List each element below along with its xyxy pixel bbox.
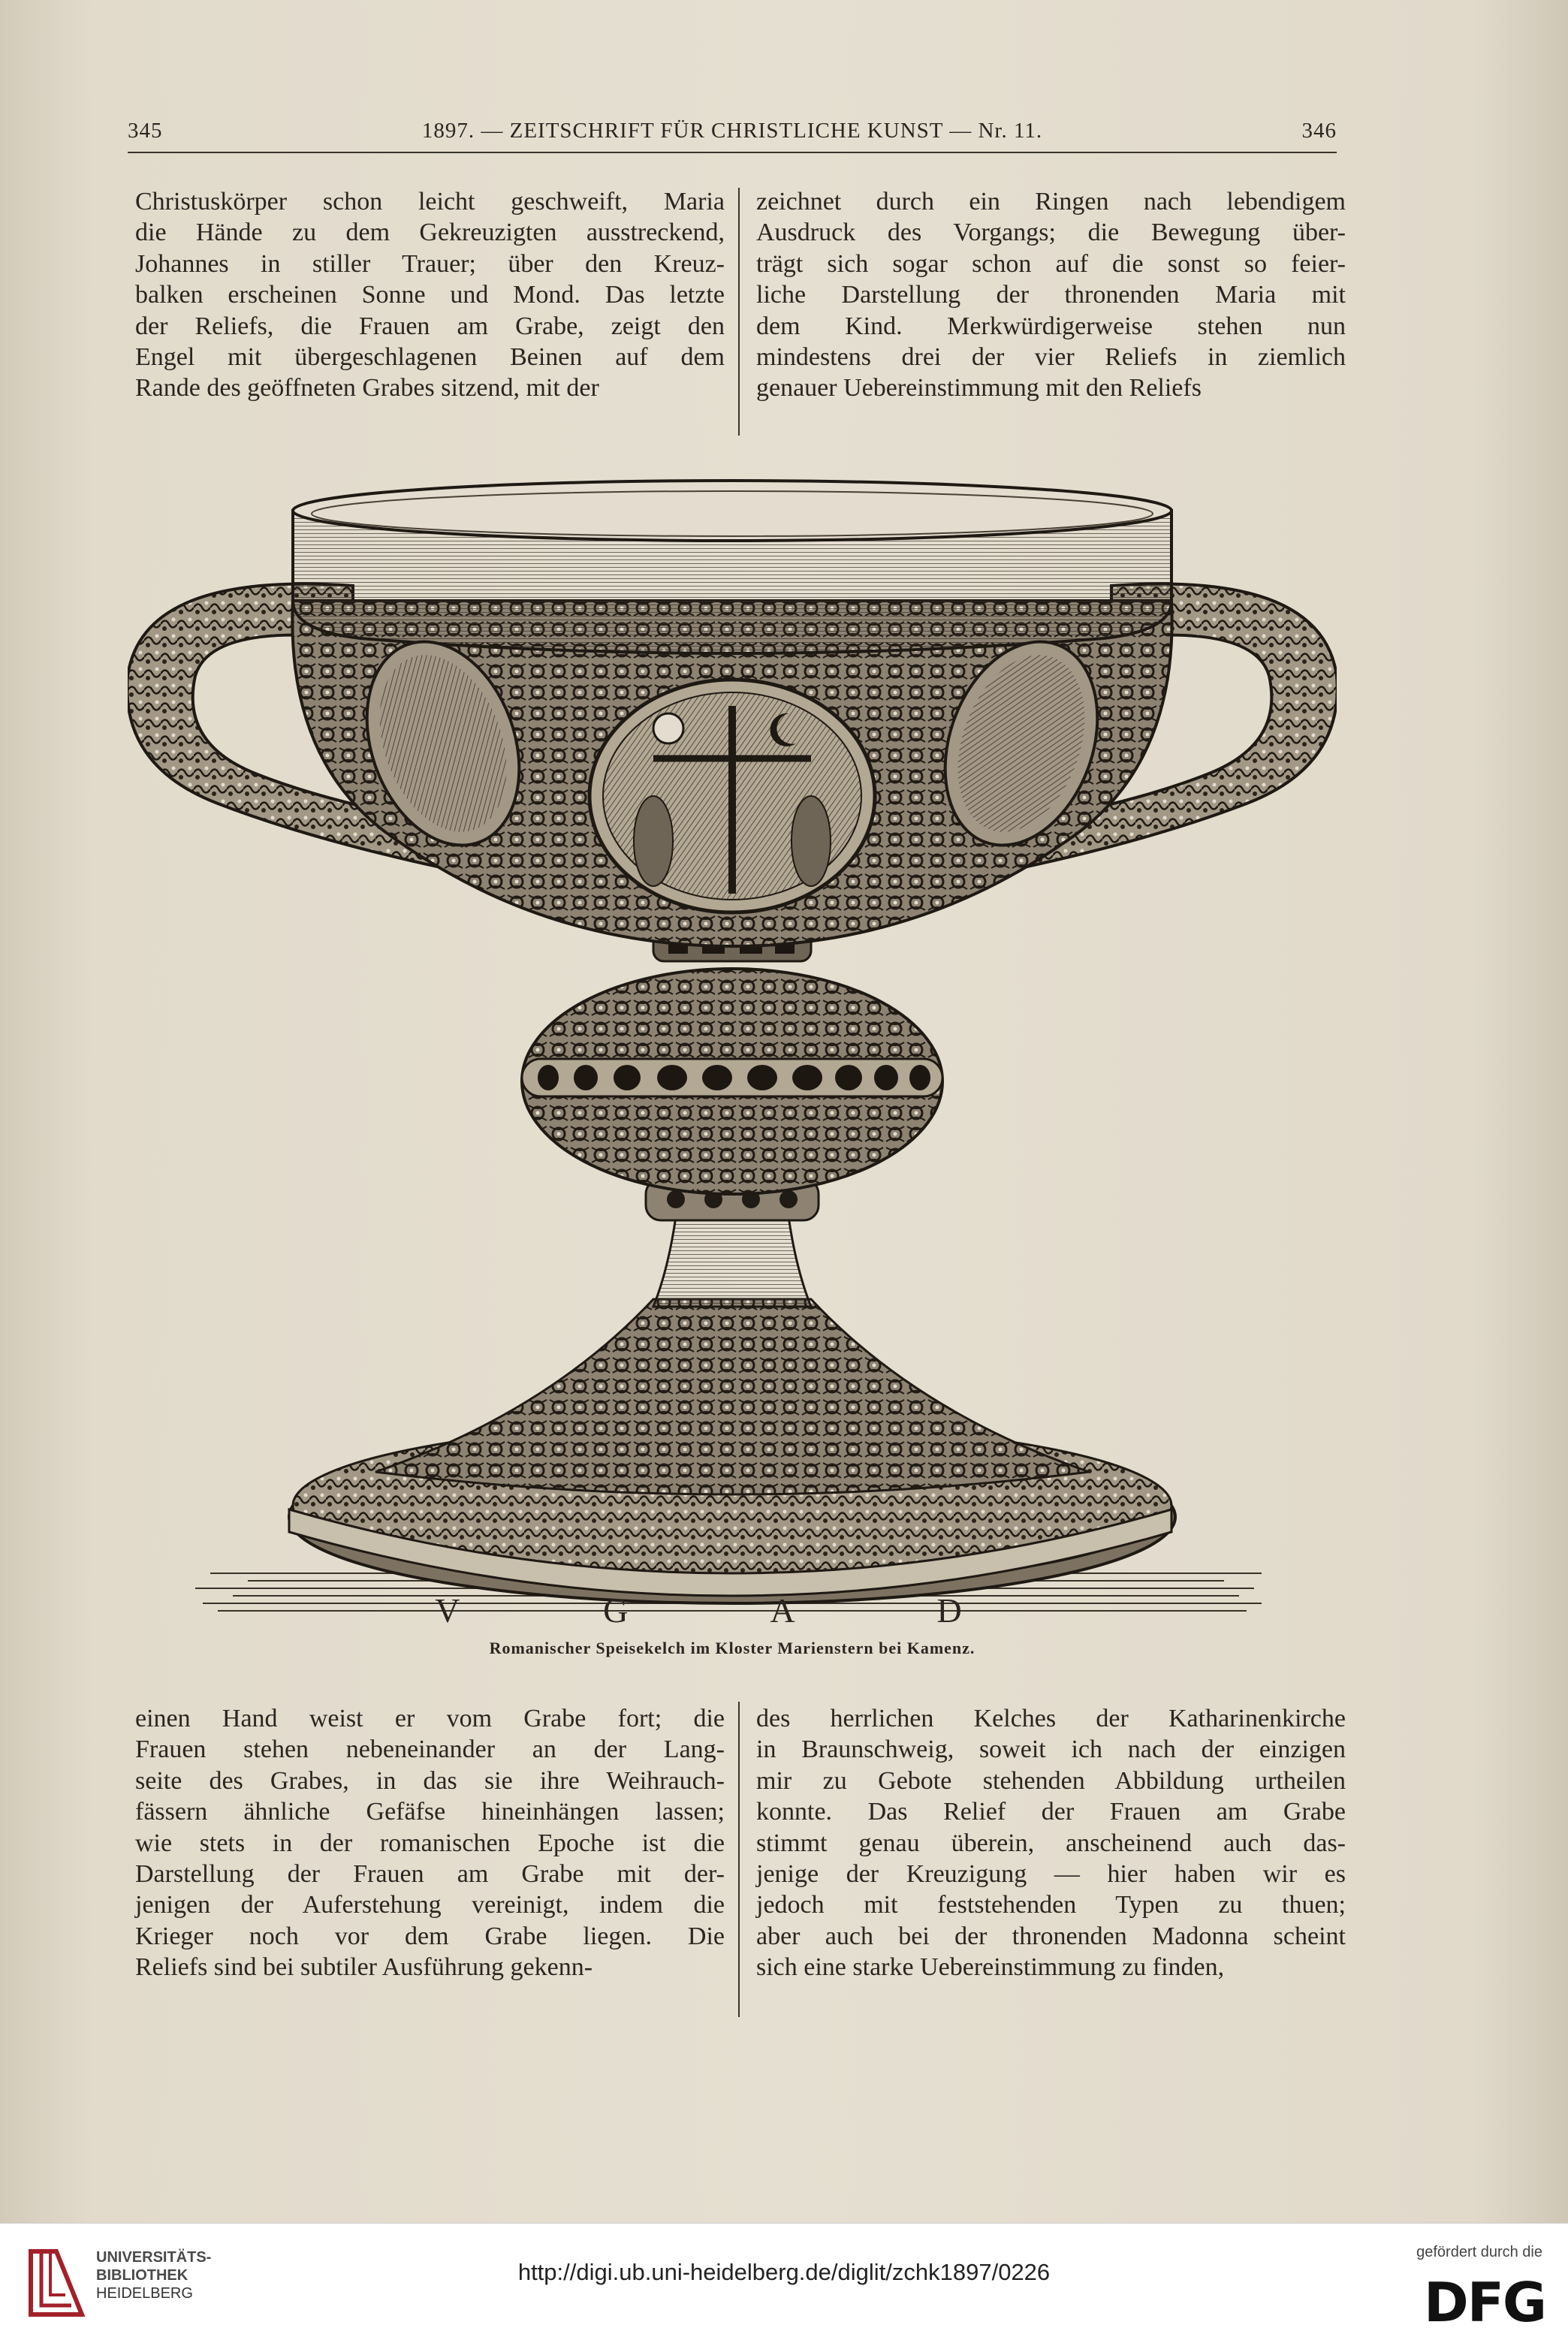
text-line: des herrlichen Kelches der Katharinenkirche: [756, 1705, 1346, 1732]
top-left-column: [135, 186, 725, 404]
column-separator: [738, 188, 740, 436]
text-line: Ausdruck des Vorgangs; die Bewegung über-: [756, 219, 1346, 247]
text-line: einen Hand weist er vom Grabe fort; die: [135, 1705, 725, 1732]
text-line: dem Kind. Merkwürdigerweise stehen nun: [756, 312, 1346, 340]
permalink-url[interactable]: http://digi.ub.uni-heidelberg.de/diglit/zchk1897/0226: [517, 2259, 1051, 2285]
text-line: Darstellung der Frauen am Grabe mit der-: [135, 1860, 725, 1889]
text-line: Krieger noch vor dem Grabe liegen. Die: [135, 1922, 725, 1950]
text-line: balken erscheinen Sonne und Mond. Das letzte: [135, 281, 725, 309]
bottom-left-column: [135, 1703, 725, 1983]
figure-caption: Romanischer Speisekelch im Kloster Marienstern bei Kamenz.: [489, 1639, 975, 1657]
text-line: Christuskörper schon leicht geschweift, Maria: [135, 188, 725, 216]
text-line: konnte. Das Relief der Frauen am Grabe: [756, 1798, 1346, 1826]
text-line: sich eine starke Uebereinstimmung zu finden,: [756, 1953, 1225, 1982]
text-line: jedoch mit feststehenden Typen zu thuen;: [756, 1891, 1346, 1919]
text-line: jenige der Kreuzigung — hier haben wir es: [756, 1860, 1346, 1889]
logo-line-1: UNIVERSITÄTS-: [96, 2249, 212, 2266]
chalice-engraving-icon: [128, 451, 1337, 1645]
page-number-left: 345: [128, 119, 163, 143]
text-line: Reliefs sind bei subtiler Ausführung gekenn-: [135, 1953, 593, 1982]
logo-line-3: HEIDELBERG: [96, 2285, 193, 2302]
column-separator: [738, 1702, 740, 2017]
funding-label: gefördert durch die: [1416, 2244, 1542, 2260]
header-rule: [128, 152, 1337, 153]
page-number-right: 346: [1301, 119, 1337, 143]
chalice-illustration: [128, 451, 1337, 1645]
text-line: Rande des geöffneten Grabes sitzend, mit der: [135, 374, 599, 403]
top-right-column: [756, 186, 1346, 404]
text-line: Frauen stehen nebeneinander an der Lang-: [135, 1735, 725, 1764]
text-line: genauer Uebereinstimmung mit den Reliefs: [756, 374, 1202, 403]
text-line: Johannes in stiller Trauer; über den Kreuz-: [135, 249, 725, 278]
chalice-foot-cone: [375, 1299, 1089, 1494]
bottom-right-column: [756, 1703, 1346, 1983]
text-line: die Hände zu dem Gekreuzigten ausstreckend,: [135, 219, 725, 247]
text-line: Engel mit übergeschlagenen Beinen auf dem: [135, 343, 725, 372]
text-line: mindestens drei der vier Reliefs in ziemlich: [756, 343, 1346, 372]
text-line: zeichnet durch ein Ringen nach lebendigem: [756, 188, 1346, 216]
text-line: seite des Grabes, in das sie ihre Weihrauch-: [135, 1766, 725, 1795]
text-line: der Reliefs, die Frauen am Grabe, zeigt den: [135, 312, 725, 340]
text-line: jenigen der Auferstehung vereinigt, indem die: [135, 1891, 725, 1919]
chalice-stem: [653, 1217, 811, 1307]
text-line: trägt sich sogar schon auf die sonst so feier-: [756, 249, 1346, 278]
base-inscription: V G A D: [435, 1591, 1030, 1630]
journal-title: 1897. — ZEITSCHRIFT FÜR CHRISTLICHE KUNST — Nr. 11.: [421, 119, 1043, 143]
text-line: liche Darstellung der thronenden Maria mit: [756, 281, 1346, 309]
text-line: in Braunschweig, soweit ich nach der einzigen: [756, 1735, 1346, 1764]
dfg-logo-icon: DFG: [1423, 2271, 1545, 2334]
text-line: wie stets in der romanischen Epoche ist die: [135, 1829, 725, 1857]
logo-line-2: BIBLIOTHEK: [96, 2267, 188, 2284]
text-line: fässern ähnliche Gefäfse hineinhängen lassen;: [135, 1798, 725, 1826]
text-line: mir zu Gebote stehenden Abbildung urtheilen: [756, 1766, 1346, 1795]
running-header: [128, 113, 1337, 147]
text-line: aber auch bei der thronenden Madonna scheint: [756, 1922, 1346, 1950]
text-line: stimmt genau überein, anscheinend auch das-: [756, 1829, 1346, 1857]
